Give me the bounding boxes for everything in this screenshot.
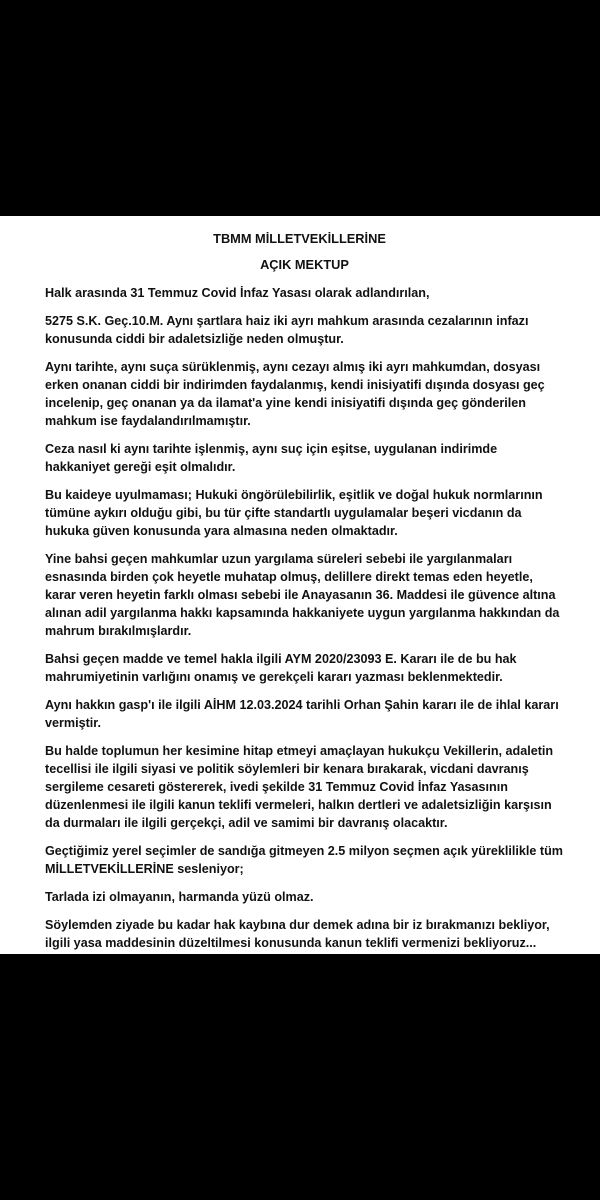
paragraph: Aynı hakkın gasp'ı ile ilgili AİHM 12.03.2024 tarihli Orhan Şahin kararı ile de ihlal kararı vermiştir. bbox=[45, 698, 559, 730]
paragraph: Yine bahsi geçen mahkumlar uzun yargılama süreleri sebebi ile yargılanmaları esnasında birden çok heyetle muhatap olmuş, delillere direkt temas eden heyetle, karar veren heyetin farklı olması sebebi ile Anayasanın 36. Maddesi ile güvence altına alınan adil yargılanma hakkı kapsamında hakkaniyete uygun yargılanma hakkından da mahrum bırakılmışlardır. bbox=[45, 552, 560, 638]
paragraph: 5275 S.K. Geç.10.M. Aynı şartlara haiz iki ayrı mahkum arasında cezalarının infazı konusunda ciddi bir adaletsizliğe neden olmuştur. bbox=[45, 314, 529, 346]
paragraph: Bu kaideye uyulmaması; Hukuki öngörülebilirlik, eşitlik ve doğal hukuk normlarının tümüne aykırı olduğu gibi, bu tür çifte standartlı uygulamalar beşeri vicdanın da hukuka güven konusunda yara almasına neden olmaktadır. bbox=[45, 488, 543, 538]
paragraph: Geçtiğimiz yerel seçimler de sandığa gitmeyen 2.5 milyon seçmen açık yüreklilikle tüm MİLLETVEKİLLERİNE sesleniyor; bbox=[45, 844, 563, 876]
letter-page bbox=[0, 216, 600, 954]
letter-subtitle: AÇIK MEKTUP bbox=[260, 257, 349, 272]
paragraph: Bahsi geçen madde ve temel hakla ilgili AYM 2020/23093 E. Kararı ile de bu hak mahrumiyetinin varlığını onamış ve gerekçeli kararı yazması beklenmektedir. bbox=[45, 652, 517, 684]
letter-title: TBMM MİLLETVEKİLLERİNE bbox=[213, 231, 386, 246]
paragraph: Bu halde toplumun her kesimine hitap etmeyi amaçlayan hukukçu Vekillerin, adaletin tecellisi ile ilgili siyasi ve politik söylemleri bir kenara bırakarak, vicdani davranış sergileme cesareti göstererek, ivedi şekilde 31 Temmuz Covid İnfaz Yasasının düzenlenmesi ile ilgili kanun teklifi vermeleri, halkın dertleri ve adaletsizliğin karşısın da durmaları ile ilgili gerçekçi, adil ve samimi bir davranış olacaktır. bbox=[45, 744, 554, 830]
paragraph: Ceza nasıl ki aynı tarihte işlenmiş, aynı suç için eşitse, uygulanan indirimde hakkaniyet gereği eşit olmalıdır. bbox=[45, 442, 498, 474]
paragraph: Tarlada izi olmayanın, harmanda yüzü olmaz. bbox=[45, 890, 314, 904]
paragraph: Söylemden ziyade bu kadar hak kaybına dur demek adına bir iz bırakmanızı bekliyor, ilgili yasa maddesinin düzeltilmesi konusunda kanun teklifi vermenizi bekliyoruz... bbox=[45, 918, 550, 950]
paragraph: Aynı tarihte, aynı suça sürüklenmiş, aynı cezayı almış iki ayrı mahkumdan, dosyası erken onanan ciddi bir indirimden faydalanmış, kendi inisiyatifi dışında dosyası geç incelenip, geç onanan ya da ilamat'a yine kendi inisiyatifi dışında geç gönderilen mahkum ise faydalandırılmamıştır. bbox=[45, 360, 545, 428]
paragraph: Halk arasında 31 Temmuz Covid İnfaz Yasası olarak adlandırılan, bbox=[45, 286, 430, 300]
